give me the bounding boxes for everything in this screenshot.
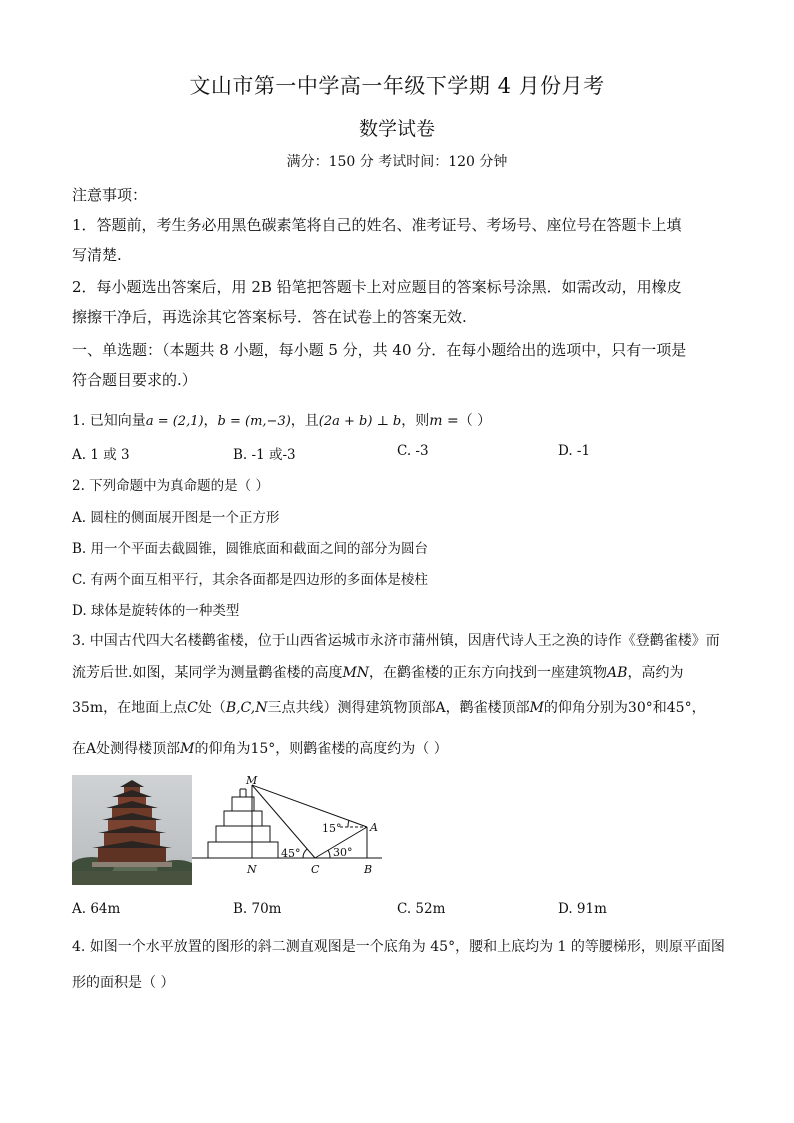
q1-sep-1: ， <box>203 413 218 429</box>
q1-blank: （ ） <box>458 413 492 429</box>
q1-condition: (2a + b) ⊥ b <box>318 414 402 429</box>
q3-line-1: 3. 中国古代四大名楼鹳雀楼，位于山西省运城市永济市蒲州镇，因唐代诗人王之涣的诗作《登鹳雀楼》而 <box>72 633 720 649</box>
q3-line-2: 流芳后世.如图，某同学为测量鹳雀楼的高度MN，在鹳雀楼的正东方向找到一座建筑物AB，高约为 <box>72 665 684 681</box>
q3-option-c: C. 52m <box>397 901 446 917</box>
q1-vector-a: a = (2,1) <box>145 414 204 429</box>
q4-line-1: 4. 如图一个水平放置的图形的斜二测直观图是一个底角为 45°，腰和上底均为 1 的等腰梯形，则原平面图 <box>72 939 725 955</box>
label-angle-30: 30° <box>333 846 353 859</box>
q3-option-a: A. 64m <box>72 901 121 917</box>
page-subtitle: 数学试卷 <box>358 118 435 140</box>
notice-item-2-line-1: 2．每小题选出答案后，用 2B 铅笔把答题卡上对应题目的答案标号涂黑．如需改动，用橡皮 <box>72 278 682 296</box>
label-c: C <box>311 863 320 876</box>
notice-item-1-line-1: 1．答题前，考生务必用黑色碳素笔将自己的姓名、准考证号、考场号、座位号在答题卡上填 <box>72 216 682 234</box>
q3-line-4: 在A处测得楼顶部M的仰角为15°，则鹳雀楼的高度约为（ ） <box>72 741 448 757</box>
q1-sep-2: ，且 <box>290 413 319 429</box>
label-n: N <box>247 863 257 876</box>
q2-option-a: A. 圆柱的侧面展开图是一个正方形 <box>72 510 280 526</box>
q3-option-d: D. 91m <box>558 901 607 917</box>
q1-vector-b: b = (m,−3) <box>217 414 291 429</box>
question-2-stem: 2. 下列命题中为真命题的是（ ） <box>72 478 269 494</box>
label-angle-45: 45° <box>281 847 301 860</box>
q1-option-b: B. -1 或-3 <box>233 447 296 463</box>
q2-option-b: B. 用一个平面去截圆锥，圆锥底面和截面之间的部分为圆台 <box>72 541 429 557</box>
label-angle-15: 15° <box>322 822 342 835</box>
tower-photo <box>72 775 192 885</box>
exam-info: 满分：150 分 考试时间：120 分钟 <box>286 154 508 170</box>
question-1-stem <box>72 410 491 430</box>
geometry-diagram <box>190 775 400 885</box>
q1-m-equals: m = <box>429 413 459 429</box>
q4-line-2: 形的面积是（ ） <box>72 975 175 991</box>
q1-option-d: D. -1 <box>558 443 591 459</box>
q3-option-b: B. 70m <box>233 901 282 917</box>
page-title: 文山市第一中学高一年级下学期 4 月份月考 <box>189 74 605 98</box>
label-m: M <box>246 775 258 787</box>
label-a: A <box>370 821 378 834</box>
section-heading-line-1: 一、单选题：（本题共 8 小题，每小题 5 分，共 40 分．在每小题给出的选项中，只有一项是 <box>72 341 687 359</box>
q3-line-3: 35m，在地面上点C处（B,C,N三点共线）测得建筑物顶部A，鹳雀楼顶部M的仰角分别为30°和45°， <box>72 700 706 716</box>
notice-item-1-line-2: 写清楚. <box>72 246 122 264</box>
notice-heading: 注意事项： <box>72 186 148 204</box>
section-heading-line-2: 符合题目要求的.） <box>72 371 197 389</box>
notice-item-2-line-2: 擦擦干净后，再选涂其它答案标号．答在试卷上的答案无效. <box>72 308 467 326</box>
q1-option-c: C. -3 <box>397 443 429 459</box>
q1-sep-3: ，则 <box>401 413 430 429</box>
q1-prefix: 1. 已知向量 <box>72 413 146 429</box>
q1-option-a: A. 1 或 3 <box>72 447 130 463</box>
q2-option-c: C. 有两个面互相平行，其余各面都是四边形的多面体是棱柱 <box>72 572 428 588</box>
label-b: B <box>364 863 373 876</box>
q2-option-d: D. 球体是旋转体的一种类型 <box>72 603 240 619</box>
